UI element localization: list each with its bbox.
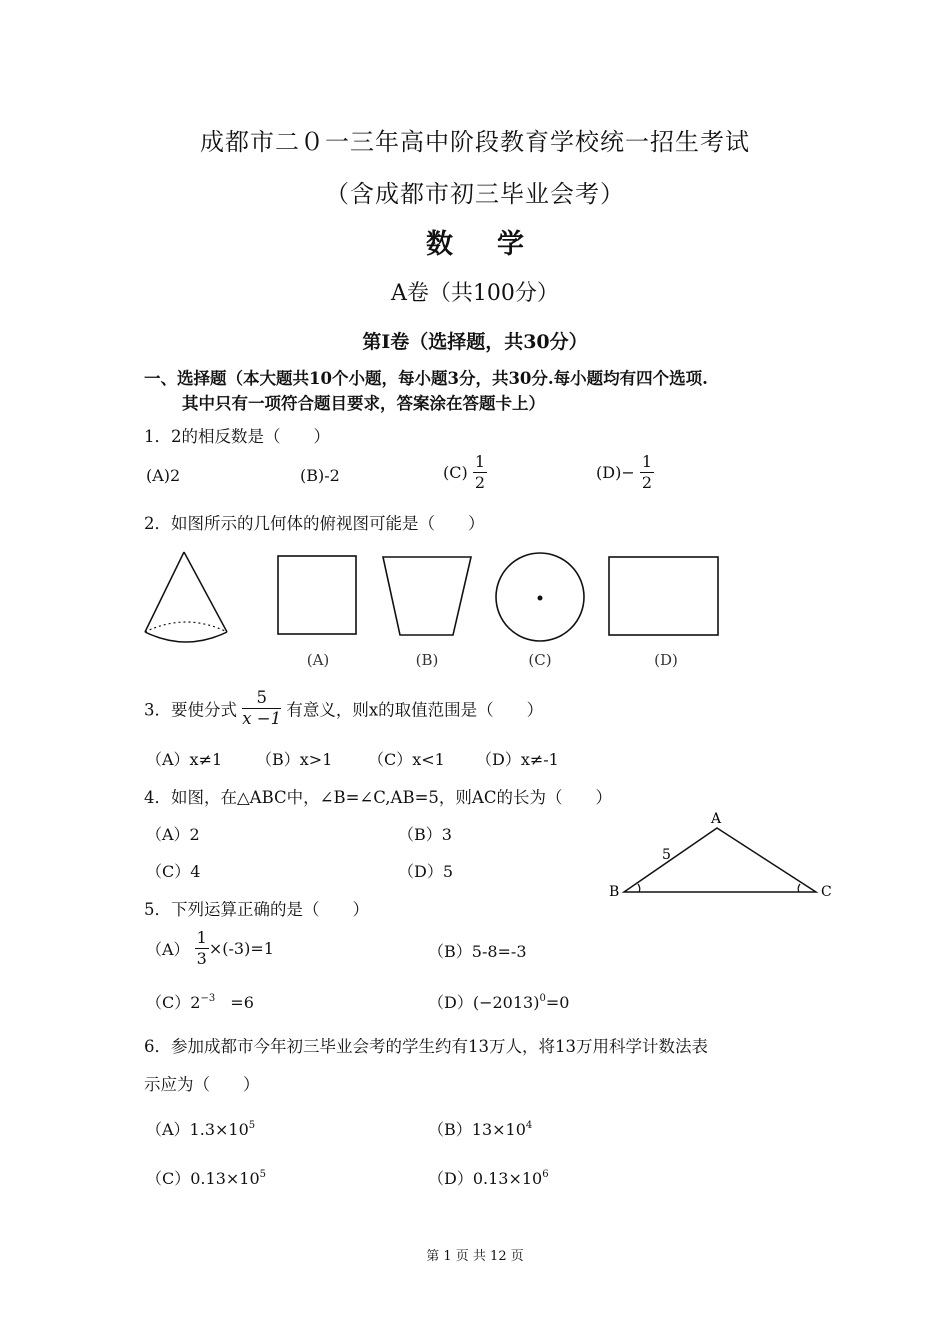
q2-label-c: (C) [528, 651, 552, 669]
q5-option-c-exponent: −3 [200, 993, 216, 1004]
q4-option-b: （B）3 [398, 825, 452, 844]
option-b-trapezoid [383, 557, 471, 635]
q3-stem-post: 有意义，则x的取值范围是（ ） [286, 700, 544, 720]
fraction-denominator: x −1 [242, 709, 282, 728]
q1-option-c-fraction [473, 452, 487, 493]
q5-option-a-fraction [195, 928, 209, 969]
q5-option-c-rest: =6 [230, 993, 254, 1012]
fraction-denominator: 2 [641, 473, 652, 492]
fraction-numerator: 1 [196, 928, 207, 947]
q1-option-d [596, 452, 654, 493]
q4-option-d: （D）5 [398, 862, 454, 881]
minus-sign: − [621, 463, 635, 482]
vertex-c-label: C [821, 884, 832, 900]
exam-subtitle: （含成都市初三毕业会考） [325, 180, 625, 208]
q3-option-b: （B）x>1 [256, 750, 333, 769]
q6-option-a [146, 1117, 255, 1140]
option-a-square [278, 556, 356, 634]
fraction-numerator: 5 [242, 688, 281, 709]
q1-stem: 1．2的相反数是（ ） [144, 427, 330, 446]
q6-option-c [146, 1166, 266, 1189]
fraction-denominator: 2 [474, 473, 486, 492]
paper-label: A卷（共100分） [391, 281, 559, 306]
q5-option-d [428, 990, 569, 1013]
q5-option-c-label: （C）2 [146, 993, 201, 1012]
q1-option-c [443, 452, 487, 493]
vertex-b-label: B [609, 884, 620, 900]
angle-c-arc [798, 884, 800, 892]
q3-stem [144, 688, 543, 729]
option-d-rectangle [609, 557, 718, 635]
fraction-numerator: 1 [641, 452, 652, 471]
q5-option-a-rest: ×(-3)=1 [208, 939, 274, 958]
q1-option-c-label: (C) [443, 463, 468, 482]
q6-option-d [428, 1166, 549, 1189]
q6-option-d-label: （D）0.13×10 [428, 1169, 543, 1188]
q6-stem-line2: 示应为（ ） [144, 1075, 260, 1094]
cone-figure [145, 552, 227, 642]
triangle-abc [624, 828, 816, 892]
vertex-a-label: A [711, 811, 722, 827]
q3-option-a: （A）x≠1 [146, 750, 223, 769]
q1-option-b: (B)-2 [300, 466, 340, 485]
q6-option-b [428, 1117, 532, 1140]
triangle-figure [600, 806, 840, 906]
q6-option-a-exponent: 5 [248, 1120, 256, 1131]
q1-option-a: (A)2 [146, 466, 181, 485]
q4-stem: 4．如图，在△ABC中，∠B=∠C,AB=5，则AC的长为（ ） [144, 788, 612, 807]
q3-option-c: （C）x<1 [368, 750, 445, 769]
q5-option-b: （B）5-8=-3 [428, 942, 527, 961]
q5-option-d-label: （D）(−2013) [428, 993, 540, 1012]
q5-option-d-exponent: 0 [539, 993, 546, 1004]
q1-option-d-label: (D) [596, 463, 622, 482]
q2-label-d: (D) [654, 651, 678, 669]
q2-stem: 2．如图所示的几何体的俯视图可能是（ ） [144, 514, 485, 533]
q2-figures [130, 540, 750, 680]
q5-stem: 5．下列运算正确的是（ ） [144, 900, 369, 919]
q3-fraction [242, 688, 281, 729]
subject-title: 数学 [426, 229, 568, 260]
part-label: 第Ⅰ卷（选择题，共30分） [362, 331, 588, 353]
option-c-center-dot [538, 596, 543, 601]
q4-option-c: （C）4 [146, 862, 201, 881]
q5-option-c [146, 990, 254, 1013]
q5-option-d-rest: =0 [545, 993, 570, 1012]
fraction-numerator: 1 [474, 452, 486, 471]
q2-label-a: (A) [306, 651, 330, 669]
q6-option-c-exponent: 5 [259, 1169, 267, 1180]
fraction-denominator: 3 [196, 949, 207, 968]
q6-option-a-label: （A）1.3×10 [146, 1120, 249, 1139]
q6-stem-line1: 6．参加成都市今年初三毕业会考的学生约有13万人，将13万用科学计数法表 [144, 1037, 708, 1056]
q6-option-b-label: （B）13×10 [428, 1120, 526, 1139]
q3-option-d: （D）x≠-1 [476, 750, 559, 769]
q3-stem-pre: 3．要使分式 [144, 700, 237, 720]
q6-option-b-exponent: 4 [525, 1120, 533, 1131]
q2-label-b: (B) [415, 651, 439, 669]
q6-option-d-exponent: 6 [542, 1169, 549, 1180]
q5-option-a-label: （A） [146, 940, 190, 959]
angle-b-arc [638, 884, 640, 892]
section-instructions-line2: 其中只有一项符合题目要求，答案涂在答题卡上） [182, 394, 545, 413]
exam-title: 成都市二０一三年高中阶段教育学校统一招生考试 [200, 128, 750, 156]
q5-option-a [146, 928, 274, 969]
section-instructions-line1: 一、选择题（本大题共10个小题，每小题3分，共30分.每小题均有四个选项. [144, 369, 708, 388]
q4-option-a: （A）2 [146, 825, 200, 844]
q1-option-d-fraction [640, 452, 654, 493]
page-footer: 第 1 页 共 12 页 [426, 1249, 524, 1264]
q6-option-c-label: （C）0.13×10 [146, 1169, 260, 1188]
side-ab-label: 5 [662, 847, 671, 863]
